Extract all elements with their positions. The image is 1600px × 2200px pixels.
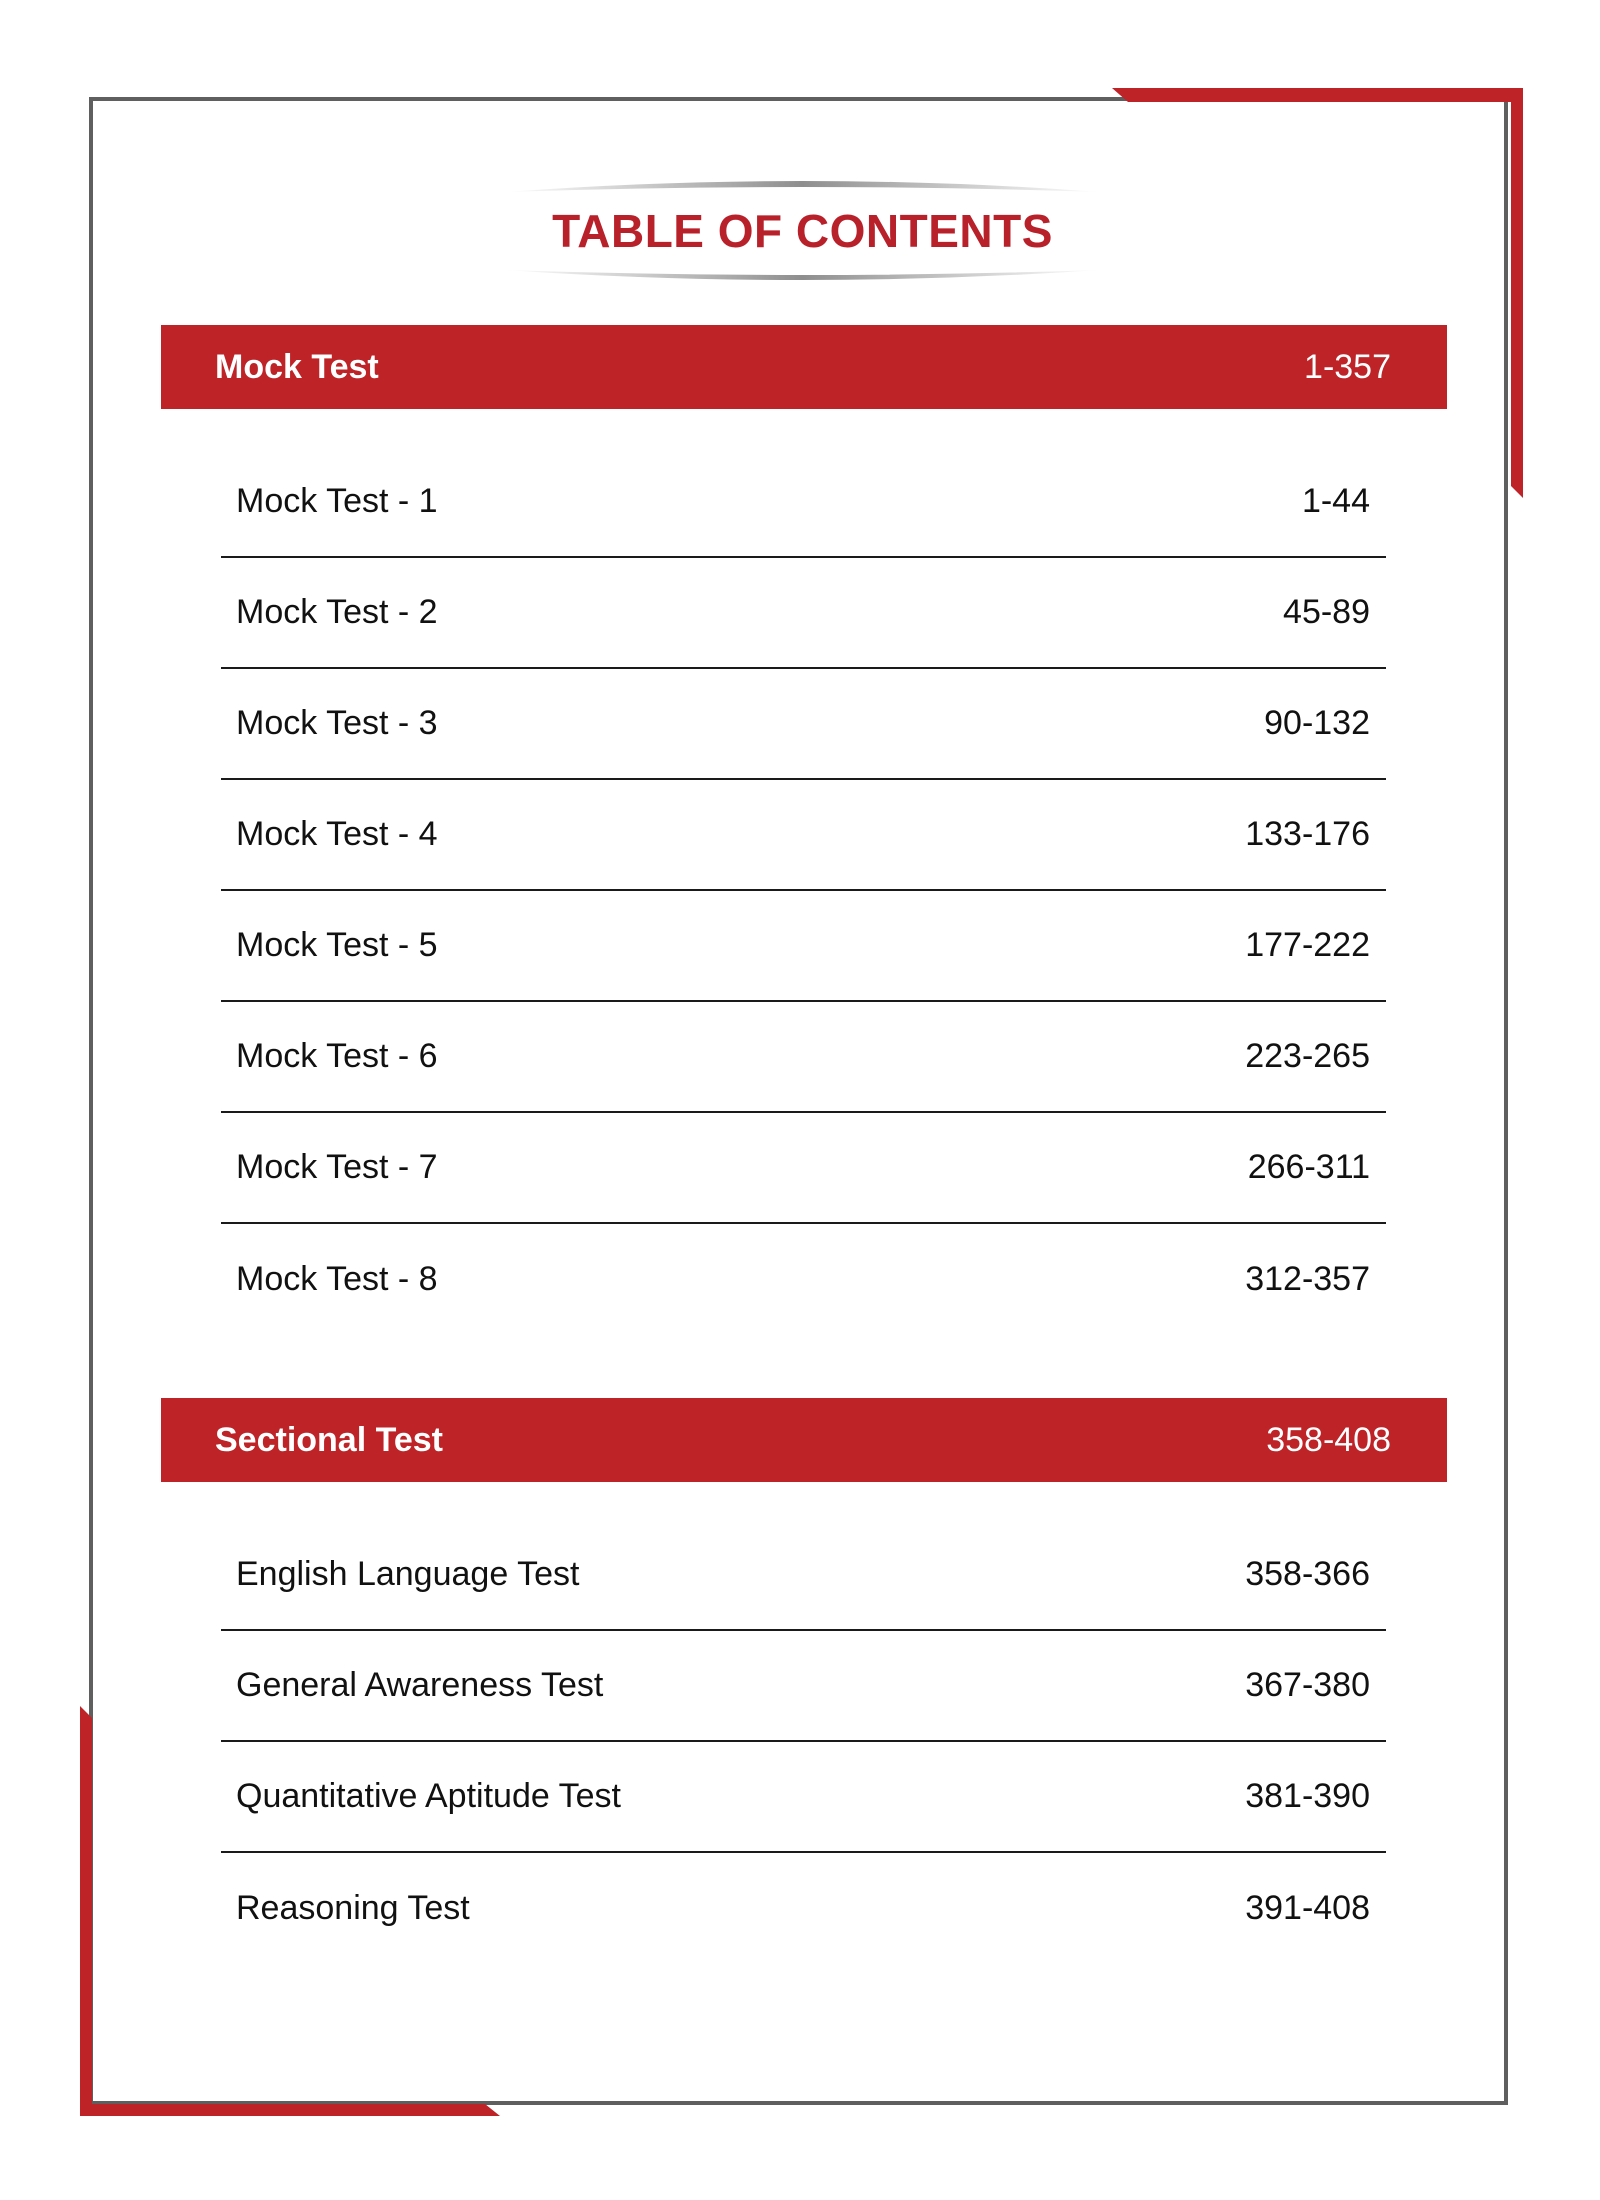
page-title: TABLE OF CONTENTS (552, 205, 1053, 257)
toc-entry-label: Reasoning Test (236, 1889, 470, 1927)
toc-entry[interactable] (221, 1742, 1386, 1853)
toc-entry-label: Mock Test - 6 (236, 1037, 438, 1075)
toc-list-mock-test (221, 447, 1386, 1335)
toc-entry[interactable] (221, 669, 1386, 780)
toc-entry-pages: 381-390 (1245, 1777, 1370, 1815)
toc-entry-pages: 367-380 (1245, 1666, 1370, 1704)
toc-entry[interactable] (221, 558, 1386, 669)
section-page-range: 358-408 (1266, 1420, 1391, 1459)
toc-entry[interactable] (221, 1002, 1386, 1113)
toc-entry-pages: 45-89 (1283, 593, 1370, 631)
toc-list-sectional-test (221, 1520, 1386, 1964)
toc-entry[interactable] (221, 1631, 1386, 1742)
toc-entry-label: Mock Test - 1 (236, 482, 438, 520)
toc-entry-label: Mock Test - 3 (236, 704, 438, 742)
toc-entry-pages: 177-222 (1245, 926, 1370, 964)
toc-entry[interactable] (221, 1224, 1386, 1335)
toc-entry-pages: 90-132 (1264, 704, 1370, 742)
toc-entry-label: Mock Test - 2 (236, 593, 438, 631)
corner-accent-top-right (1112, 88, 1523, 498)
toc-entry-label: Mock Test - 8 (236, 1260, 438, 1298)
title-banner (505, 176, 1100, 286)
toc-entry[interactable] (221, 1853, 1386, 1964)
toc-entry[interactable] (221, 1520, 1386, 1631)
toc-entry-pages: 1-44 (1301, 482, 1370, 520)
toc-entry-pages: 223-265 (1245, 1037, 1370, 1075)
toc-entry-label: Mock Test - 4 (236, 815, 438, 853)
toc-entry[interactable] (221, 1113, 1386, 1224)
toc-entry-label: Mock Test - 7 (236, 1148, 438, 1186)
toc-entry-pages: 358-366 (1245, 1555, 1370, 1593)
section-header-sectional-test (161, 1398, 1447, 1482)
section-page-range: 1-357 (1304, 347, 1391, 386)
toc-entry-label: English Language Test (236, 1555, 580, 1593)
toc-entry[interactable] (221, 780, 1386, 891)
section-name: Mock Test (215, 347, 379, 386)
toc-entry-label: General Awareness Test (236, 1666, 604, 1704)
toc-entry-label: Mock Test - 5 (236, 926, 438, 964)
toc-entry[interactable] (221, 891, 1386, 1002)
toc-entry-pages: 266-311 (1247, 1148, 1370, 1186)
toc-entry-label: Quantitative Aptitude Test (236, 1777, 621, 1815)
section-name: Sectional Test (215, 1420, 443, 1459)
toc-entry-pages: 391-408 (1245, 1889, 1370, 1927)
toc-entry[interactable] (221, 447, 1386, 558)
section-header-mock-test (161, 325, 1447, 409)
toc-entry-pages: 312-357 (1245, 1260, 1370, 1298)
toc-entry-pages: 133-176 (1245, 815, 1370, 853)
